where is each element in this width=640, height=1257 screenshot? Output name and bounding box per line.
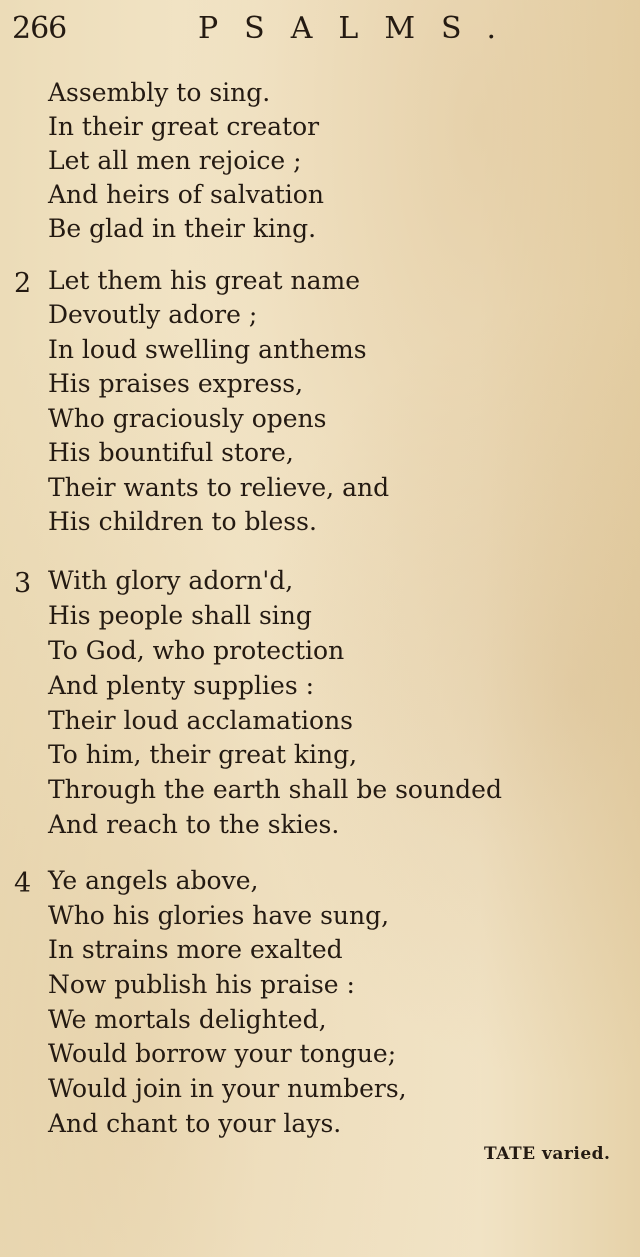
verse-line: We mortals delighted, [48,1005,327,1034]
verse-line: Their wants to relieve, and [48,473,390,502]
running-head: PSALMS. [198,11,523,46]
verse-line: His praises express, [48,369,304,398]
stanza-number: 4 [14,868,32,899]
verse-line: His people shall sing [48,601,312,630]
verse-line: In strains more exalted [48,935,343,964]
verse-line: And plenty supplies : [48,671,315,700]
verse-line: In loud swelling anthems [48,335,367,364]
verse-line: His bountiful store, [48,438,294,467]
verse-line: Who graciously opens [48,404,327,433]
verse-line: And heirs of salvation [48,180,324,209]
verse-line: Would borrow your tongue; [48,1039,397,1068]
verse-line: And chant to your lays. [48,1109,342,1138]
verse-line: To God, who protection [48,636,345,665]
verse-line: Assembly to sing. [48,78,271,107]
page-number: 266 [12,11,67,46]
verse-line: Now publish his praise : [48,970,355,999]
stanza-number: 3 [14,568,32,599]
verse-line: His children to bless. [48,507,317,536]
verse-line: In their great creator [48,112,320,141]
verse-line: Through the earth shall be sounded [48,775,502,804]
verse-line: With glory adorn'd, [48,566,294,595]
verse-line: Would join in your numbers, [48,1074,407,1103]
verse-line: Their loud acclamations [48,706,354,735]
verse-line: Let them his great name [48,266,361,295]
verse-line: Let all men rejoice ; [48,146,302,175]
stanza-number: 2 [14,268,32,299]
attribution: TATE varied. [484,1144,611,1164]
verse-line: Ye angels above, [48,866,259,895]
verse-line: Devoutly adore ; [48,300,258,329]
verse-line: To him, their great king, [48,740,358,769]
verse-line: Who his glories have sung, [48,901,390,930]
verse-line: And reach to the skies. [48,810,340,839]
verse-line: Be glad in their king. [48,214,317,243]
